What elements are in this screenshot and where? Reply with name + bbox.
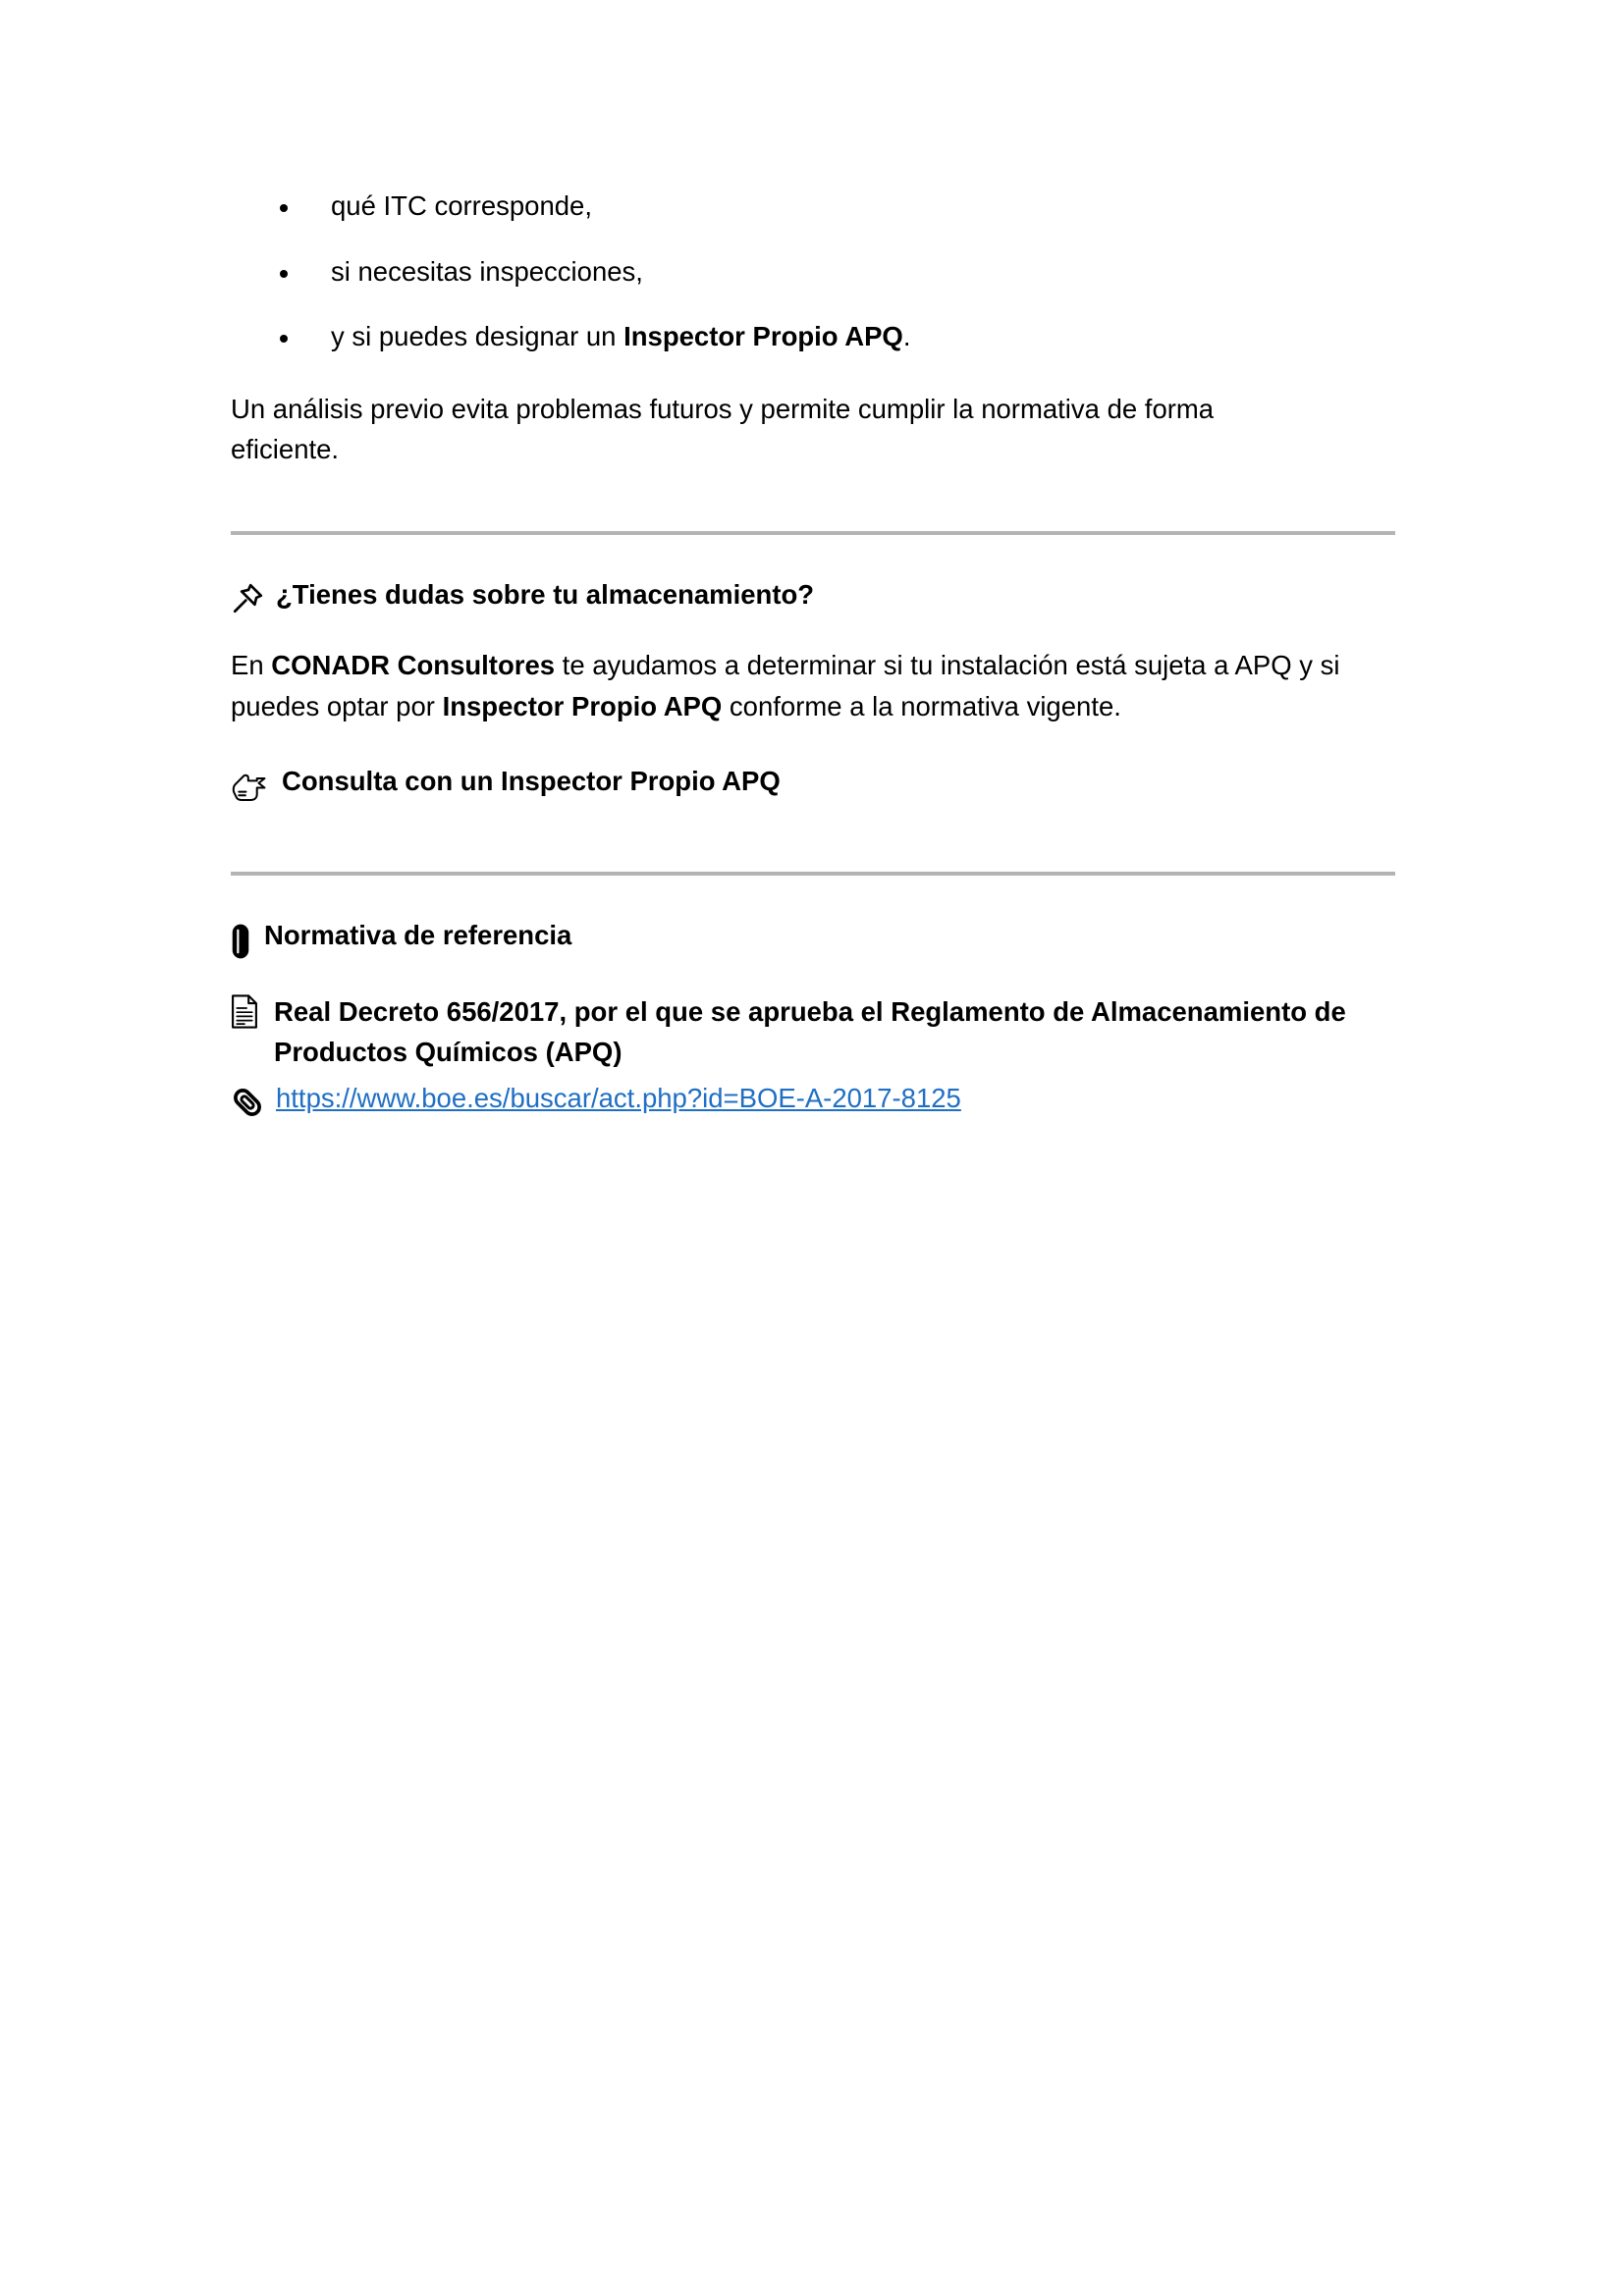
book-icon	[231, 923, 250, 960]
doubts-paragraph-part2: te ayudamos a determinar si tu instalación está sujeta a APQ y si puedes optar por	[231, 650, 1340, 721]
bullet-list	[231, 192, 1395, 350]
doubts-heading-label: ¿Tienes dudas sobre tu almacenamiento?	[276, 579, 815, 611]
section-divider	[231, 531, 1395, 535]
boe-url-link[interactable]: https://www.boe.es/buscar/act.php?id=BOE-A-2017-8125	[276, 1083, 961, 1114]
list-item-label-bold: Inspector Propio APQ	[623, 321, 903, 351]
bullet-dot-icon	[280, 335, 288, 343]
list-item-label: qué ITC corresponde,	[331, 190, 592, 221]
list-item-label-pre: y si puedes designar un	[331, 321, 624, 351]
list-item	[231, 192, 1395, 220]
section-divider	[231, 872, 1395, 876]
regulation-heading-label: Normativa de referencia	[264, 919, 572, 950]
pushpin-icon	[231, 582, 264, 615]
paperclip-icon	[231, 1086, 264, 1119]
conadr-brand: CONADR Consultores	[271, 650, 556, 681]
pointing-hand-icon	[231, 773, 268, 803]
regulation-reference	[231, 991, 1395, 1073]
list-item	[231, 255, 1395, 287]
list-item-label-post: .	[902, 321, 911, 351]
regulation-heading	[231, 921, 1395, 960]
doubts-paragraph-part1: En	[231, 650, 272, 681]
document-icon	[231, 994, 258, 1029]
document-content	[231, 0, 1395, 1119]
inspector-propio-term: Inspector Propio APQ	[442, 690, 723, 721]
cta-consulta-label: Consulta con un Inspector Propio APQ	[282, 765, 781, 796]
regulation-reference-text: Real Decreto 656/2017, por el que se aprueba el Reglamento de Almacenamiento de Productos Químicos (APQ)	[274, 995, 1346, 1067]
doubts-heading	[231, 580, 1395, 615]
bullet-dot-icon	[280, 204, 288, 212]
bullet-dot-icon	[280, 270, 288, 278]
cta-consulta-link[interactable]	[231, 767, 1395, 803]
list-item-label: si necesitas inspecciones,	[331, 255, 643, 287]
list-item	[231, 323, 1395, 350]
doubts-paragraph	[231, 645, 1395, 727]
regulation-link-row	[231, 1082, 1395, 1119]
intro-paragraph: Un análisis previo evita problemas futuros y permite cumplir la normativa de forma eficiente.	[231, 393, 1215, 465]
doubts-paragraph-part3: conforme a la normativa vigente.	[722, 690, 1121, 721]
